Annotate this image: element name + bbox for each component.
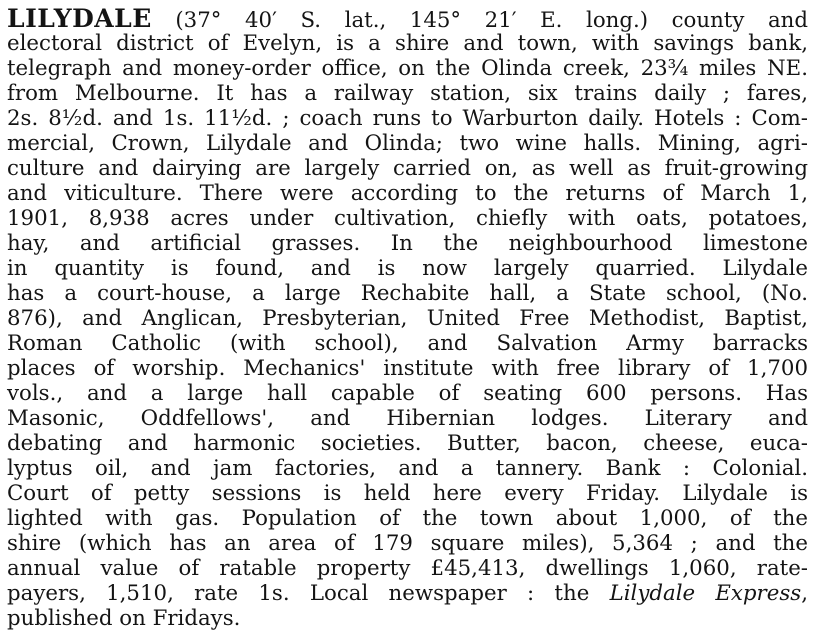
entry-line-16: vols., and a large hall capable of seating 600 persons. Has	[7, 381, 808, 406]
entry-line-17: Masonic, Oddfellows', and Hibernian lodges. Literary and	[7, 406, 808, 431]
entry-line-text: payers, 1,510, rate 1s. Local newspaper : the	[7, 581, 610, 606]
entry-line-9: 1901, 8,938 acres under cultivation, chiefly with oats, potatoes,	[7, 206, 808, 231]
entry-line-6: mercial, Crown, Lilydale and Olinda; two wine halls. Mining, agri-	[7, 131, 808, 156]
newspaper-title: Lilydale Express	[609, 581, 802, 606]
entry-line-22: shire (which has an area of 179 square miles), 5,364 ; and the	[7, 531, 808, 556]
entry-line-18: debating and harmonic societies. Butter, bacon, cheese, euca-	[7, 431, 808, 456]
entry-line-12: has a court-house, a large Rechabite hall, a State school, (No.	[7, 281, 808, 306]
entry-line-15: places of worship. Mechanics' institute with free library of 1,700	[7, 356, 808, 381]
entry-line-19: lyptus oil, and jam factories, and a tannery. Bank : Colonial.	[7, 456, 808, 481]
entry-line-8: and viticulture. There were according to the returns of March 1,	[7, 181, 808, 206]
entry-line-5: 2s. 8½d. and 1s. 11½d. ; coach runs to Warburton daily. Hotels : Com-	[7, 106, 808, 131]
entry-line-14: Roman Catholic (with school), and Salvation Army barracks	[7, 331, 808, 356]
entry-headword: LILYDALE	[7, 4, 152, 33]
entry-line-text: (37° 40′ S. lat., 145° 21′ E. long.) county and	[151, 8, 808, 33]
entry-line-11: in quantity is found, and is now largely quarried. Lilydale	[7, 256, 808, 281]
entry-line-2: electoral district of Evelyn, is a shire and town, with savings bank,	[7, 31, 808, 56]
entry-line-20: Court of petty sessions is held here every Friday. Lilydale is	[7, 481, 808, 506]
entry-line-3: telegraph and money-order office, on the Olinda creek, 23¾ miles NE.	[7, 56, 808, 81]
entry-line-text: ,	[801, 581, 808, 606]
entry-line-25: published on Fridays.	[7, 606, 241, 631]
entry-line-23: annual value of ratable property £45,413, dwellings 1,060, rate-	[7, 556, 808, 581]
entry-line-21: lighted with gas. Population of the town about 1,000, of the	[7, 506, 808, 531]
entry-line-4: from Melbourne. It has a railway station, six trains daily ; fares,	[7, 81, 808, 106]
entry-line-10: hay, and artificial grasses. In the neighbourhood limestone	[7, 231, 808, 256]
entry-line-7: culture and dairying are largely carried on, as well as fruit-growing	[7, 156, 808, 181]
entry-line-13: 876), and Anglican, Presbyterian, United Free Methodist, Baptist,	[7, 306, 808, 331]
